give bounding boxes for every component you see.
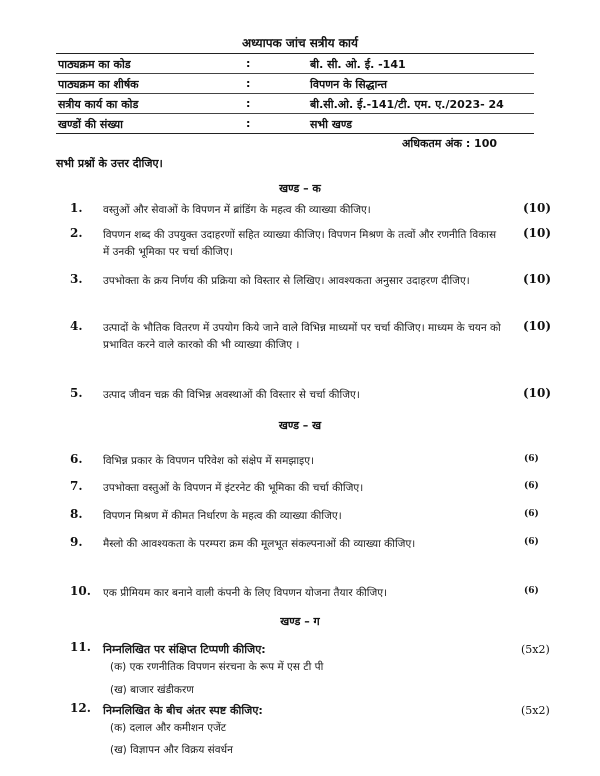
blocks-count-row xyxy=(56,114,534,133)
question-text: निम्नलिखित पर संक्षिप्त टिप्पणी कीजिए: xyxy=(103,643,266,656)
section-heading-b: खण्ड – ख xyxy=(278,419,322,432)
sub-question: (क) दलाल और कमीशन एजेंट xyxy=(110,722,227,734)
course-info-table xyxy=(56,53,534,134)
row-colon: : xyxy=(246,57,251,70)
question-marks: (5x2) xyxy=(521,643,550,656)
question-text: एक प्रीमियम कार बनाने वाली कंपनी के लिए विपणन योजना तैयार कीजिए। xyxy=(103,587,388,599)
question-text: उपभोक्ता के क्रय निर्णय की प्रक्रिया को विस्तार से लिखिए। आवश्यकता अनुसार उदाहरण दीजिए। xyxy=(103,275,470,287)
question-marks: (6) xyxy=(524,509,539,519)
question-text: उत्पादों के भौतिक वितरण में उपयोग किये जाने वाले विभिन्न माध्यमों पर चर्चा कीजिए। माध्यम के चयन को प्रभावित करने वाले कारको की भी व्याख्या कीजिए । xyxy=(103,322,501,351)
sub-question: (ख) बाजार खंडीकरण xyxy=(110,684,194,696)
row-colon: : xyxy=(246,97,251,110)
question-text: निम्नलिखित के बीच अंतर स्पष्ट कीजिए: xyxy=(103,704,263,717)
question-text: विपणन मिश्रण में कीमत निर्धारण के महत्व की व्याख्या कीजिए। xyxy=(103,510,342,522)
row-value: सभी खण्ड xyxy=(310,118,352,131)
row-value: बी. सी. ओ. ई. -141 xyxy=(310,58,406,71)
row-label: सत्रीय कार्य का कोड xyxy=(58,98,139,111)
question-text: वस्तुओं और सेवाओं के विपणन में ब्रांडिंग के महत्व की व्याख्या कीजिए। xyxy=(103,204,371,216)
question-number: 8. xyxy=(70,507,83,521)
question-marks: (10) xyxy=(523,226,552,240)
question-text: उत्पाद जीवन चक्र की विभिन्न अवस्थाओं की विस्तार से चर्चा कीजिए। xyxy=(103,389,360,401)
question-marks: (10) xyxy=(523,201,552,215)
section-heading-a: खण्ड – क xyxy=(279,182,321,195)
document-title: अध्यापक जांच सत्रीय कार्य xyxy=(241,36,359,50)
question-number: 12. xyxy=(70,701,91,715)
question-marks: (6) xyxy=(524,481,539,491)
question-text: विभिन्न प्रकार के विपणन परिवेश को संक्षेप में समझाइए। xyxy=(103,455,314,467)
question-number: 6. xyxy=(70,452,83,466)
question-marks: (10) xyxy=(523,386,552,400)
question-marks: (5x2) xyxy=(521,704,550,717)
sub-question: (क) एक रणनीतिक विपणन संरचना के रूप में एस टी पी xyxy=(110,661,324,673)
question-number: 3. xyxy=(70,272,83,286)
question-marks: (6) xyxy=(524,586,539,596)
row-colon: : xyxy=(246,77,251,90)
instruction-text: सभी प्रश्नों के उत्तर दीजिए। xyxy=(56,157,163,170)
question-text: विपणन शब्द की उपयुक्त उदाहरणों सहित व्याख्या कीजिए। विपणन मिश्रण के तत्वों और रणनीति विकास में उनकी भूमिका पर चर्चा कीजिए। xyxy=(103,229,497,258)
course-code-row xyxy=(56,54,534,74)
question-number: 11. xyxy=(70,640,91,654)
assignment-code-row xyxy=(56,94,534,114)
row-label: पाठ्यक्रम का शीर्षक xyxy=(58,78,139,91)
row-value: विपणन के सिद्धान्त xyxy=(310,78,387,91)
question-text: मैस्लो की आवश्यकता के परम्परा क्रम की मूलभूत संकल्पनाओं की व्याख्या कीजिए। xyxy=(103,538,416,550)
question-marks: (10) xyxy=(523,319,552,333)
question-number: 1. xyxy=(70,201,83,215)
question-marks: (6) xyxy=(524,454,539,464)
question-number: 9. xyxy=(70,535,83,549)
question-marks: (10) xyxy=(523,272,552,286)
question-marks: (6) xyxy=(524,537,539,547)
question-number: 7. xyxy=(70,479,83,493)
question-text: उपभोक्ता वस्तुओं के विपणन में इंटरनेट की भूमिका की चर्चा कीजिए। xyxy=(103,482,364,494)
sub-question: (ख) विज्ञापन और विक्रय संवर्धन xyxy=(110,744,233,756)
course-title-row xyxy=(56,74,534,94)
maximum-marks: अधिकतम अंक : 100 xyxy=(402,137,498,150)
question-number: 5. xyxy=(70,386,83,400)
question-number: 2. xyxy=(70,226,83,240)
row-value: बी.सी.ओ. ई.-141/टी. एम. ए./2023- 24 xyxy=(310,98,504,111)
row-label: पाठ्यक्रम का कोड xyxy=(58,58,131,71)
question-number: 4. xyxy=(70,319,83,333)
section-heading-c: खण्ड – ग xyxy=(280,615,320,628)
row-colon: : xyxy=(246,117,251,130)
question-number: 10. xyxy=(70,584,91,598)
row-label: खण्डों की संख्या xyxy=(58,118,124,131)
